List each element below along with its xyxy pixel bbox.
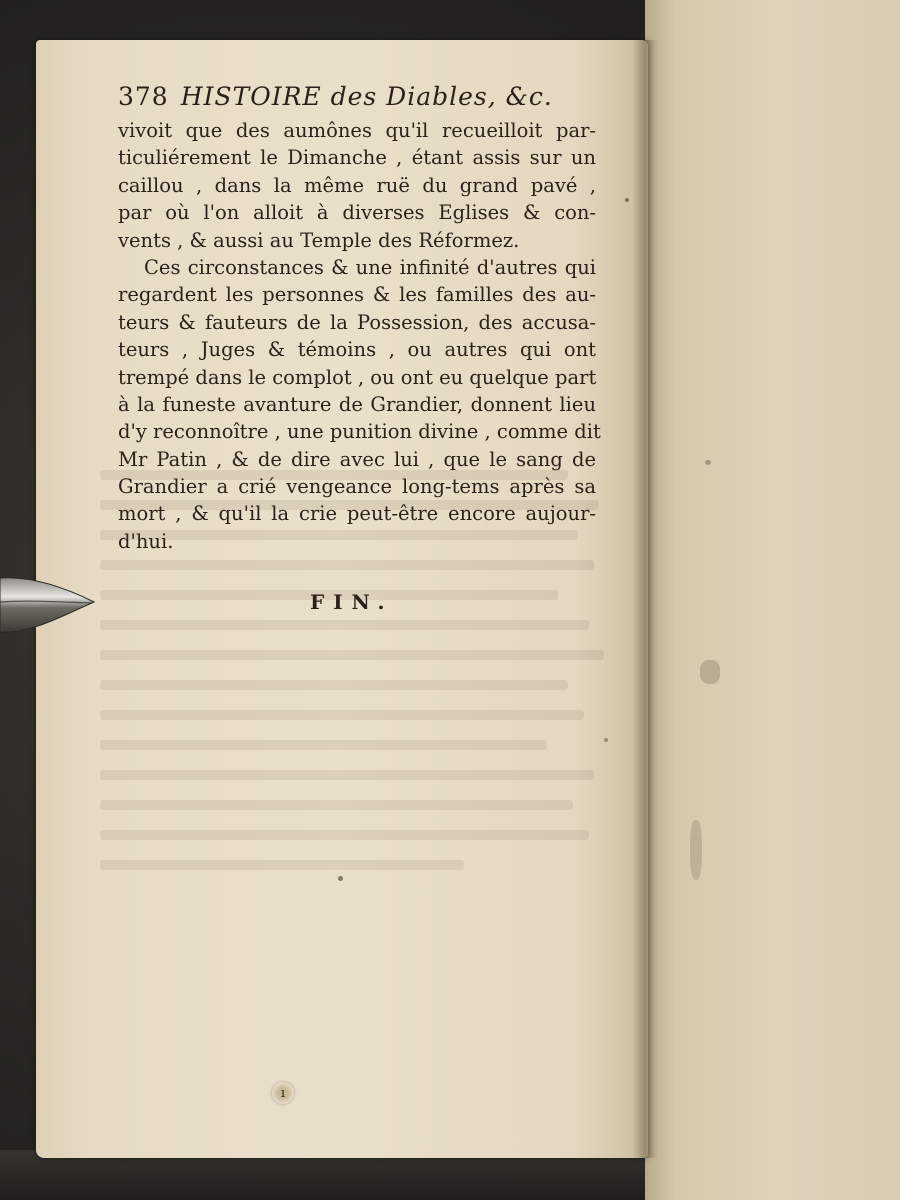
- text-line: mort , & qu'il la crie peut-être encore aujour-: [118, 502, 596, 526]
- running-head: HISTOIRE des Diables, &c.: [180, 82, 553, 111]
- text-line: vivoit que des aumônes qu'il recueilloit par-: [118, 119, 596, 142]
- text-line: d'hui.: [118, 529, 174, 553]
- text-line: Ces circonstances & une infinité d'autres qui: [144, 255, 596, 279]
- text-line: teurs & fauteurs de la Possession, des accusa-: [118, 310, 596, 334]
- signature-mark: [272, 1082, 294, 1104]
- signature-mark-glyph: ı: [280, 1085, 286, 1101]
- page-number: 378: [118, 82, 169, 111]
- text-line: d'y reconnoître , une punition divine , comme dit: [118, 420, 601, 444]
- foxing-spot: [705, 460, 711, 465]
- text-line: trempé dans le complot , ou ont eu quelque part: [118, 365, 597, 389]
- fin-colophon: FIN.: [310, 590, 394, 614]
- metal-page-clip-icon: [0, 572, 96, 638]
- foxing-spot: [700, 660, 720, 684]
- text-line: vents , & aussi au Temple des Réformez.: [118, 228, 520, 252]
- ink-speck: [604, 738, 608, 742]
- right-blank-page: [645, 0, 900, 1200]
- text-line: caillou , dans la même ruë du grand pavé ,: [118, 173, 596, 197]
- ink-speck: [338, 876, 343, 881]
- text-line: par où l'on alloit à diverses Eglises & con-: [118, 201, 596, 225]
- foxing-spot: [690, 820, 702, 880]
- page-header: [118, 82, 596, 111]
- text-line: regardent les personnes & les familles des au-: [118, 283, 596, 307]
- text-line: Grandier a crié vengeance long-tems après sa: [118, 475, 596, 499]
- text-line: teurs , Juges & témoins , ou autres qui ont: [118, 338, 596, 362]
- text-line: à la funeste avanture de Grandier, donnent lieu: [118, 392, 596, 416]
- page-gutter-shadow: [632, 40, 658, 1158]
- text-line: Mr Patin , & de dire avec lui , que le sang de: [118, 447, 596, 471]
- text-line: ticuliérement le Dimanche , étant assis sur un: [118, 146, 596, 170]
- ink-speck: [625, 198, 629, 202]
- page-text-block: [118, 82, 601, 555]
